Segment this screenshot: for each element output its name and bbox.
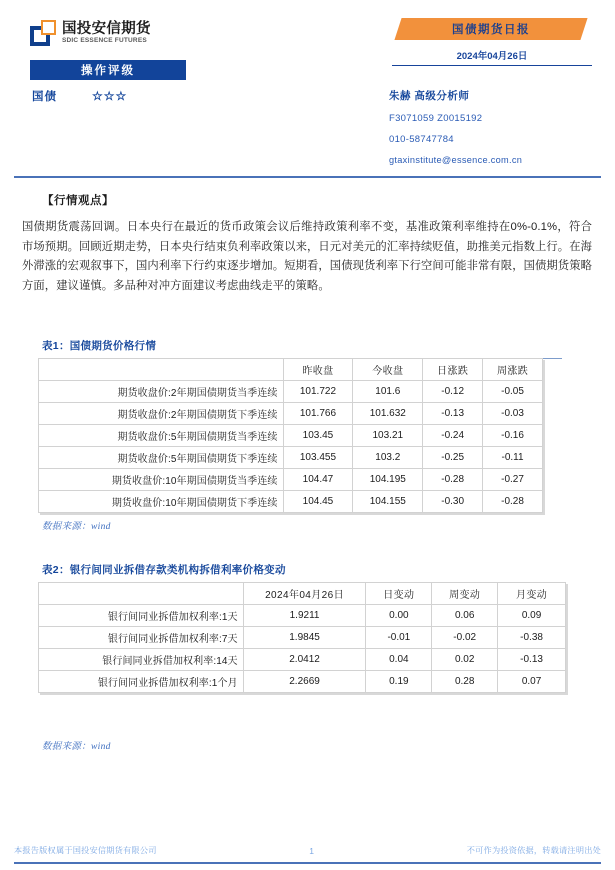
cell-value: -0.25 xyxy=(423,447,483,469)
cell-value: 0.19 xyxy=(366,671,432,693)
page-footer xyxy=(14,845,601,856)
cell-value: 103.21 xyxy=(353,425,423,447)
report-type-banner xyxy=(394,18,587,40)
cell-value: -0.13 xyxy=(423,403,483,425)
cell-value: 0.04 xyxy=(366,649,432,671)
table1-header-row xyxy=(39,359,543,381)
table-row xyxy=(39,671,566,693)
table2-header-row xyxy=(39,583,566,605)
table1-caption: 表1：国债期货价格行情 xyxy=(42,340,157,352)
rating-item-name: 国债 xyxy=(32,91,57,103)
logo-mark-icon xyxy=(30,20,56,46)
table-row xyxy=(39,491,543,513)
cell-value: 1.9211 xyxy=(243,605,366,627)
cell-value: 101.722 xyxy=(283,381,353,403)
logo-name-cn: 国投安信期货 xyxy=(62,21,151,37)
row-label: 期货收盘价:2年期国债期货下季连续 xyxy=(39,403,284,425)
row-label: 银行间同业拆借加权利率:1个月 xyxy=(39,671,244,693)
cell-value: -0.16 xyxy=(483,425,543,447)
cell-value: 103.455 xyxy=(283,447,353,469)
table1-col-1: 今收盘 xyxy=(353,359,423,381)
row-label: 期货收盘价:10年期国债期货当季连续 xyxy=(39,469,284,491)
footer-disclaimer: 不可作为投资依据，转载请注明出处 xyxy=(466,846,601,855)
cell-value: 2.0412 xyxy=(243,649,366,671)
cell-value: 104.45 xyxy=(283,491,353,513)
table-row xyxy=(39,469,543,491)
table1-col-0: 昨收盘 xyxy=(283,359,353,381)
table2-col-1: 日变动 xyxy=(366,583,432,605)
table2-corner-cell xyxy=(39,583,244,605)
logo-orange-square-icon xyxy=(41,20,56,35)
table-row xyxy=(39,627,566,649)
row-label: 银行间同业拆借加权利率:14天 xyxy=(39,649,244,671)
company-logo xyxy=(30,20,151,46)
table-row xyxy=(39,381,543,403)
table2-col-0: 2024年04月26日 xyxy=(243,583,366,605)
cell-value: -0.11 xyxy=(483,447,543,469)
footer-copyright: 本报告版权属于国投安信期货有限公司 xyxy=(14,846,157,855)
report-header xyxy=(0,0,615,175)
cell-value: 104.47 xyxy=(283,469,353,491)
footer-page-number: 1 xyxy=(309,845,315,856)
analyst-phone: 010-58747784 xyxy=(389,134,454,145)
cell-value: 1.9845 xyxy=(243,627,366,649)
table-row xyxy=(39,605,566,627)
cell-value: -0.27 xyxy=(483,469,543,491)
cell-value: 0.07 xyxy=(498,671,566,693)
row-label: 期货收盘价:5年期国债期货下季连续 xyxy=(39,447,284,469)
cell-value: 0.02 xyxy=(432,649,498,671)
cell-value: 0.00 xyxy=(366,605,432,627)
cell-value: -0.38 xyxy=(498,627,566,649)
cell-value: -0.28 xyxy=(423,469,483,491)
rating-box-header: 操作评级 xyxy=(30,60,186,80)
report-type-title: 国债期货日报 xyxy=(452,24,530,36)
table2-block xyxy=(42,562,562,583)
footer-divider xyxy=(14,862,601,864)
cell-value: -0.24 xyxy=(423,425,483,447)
cell-value: 0.09 xyxy=(498,605,566,627)
cell-value: 103.45 xyxy=(283,425,353,447)
cell-value: 104.195 xyxy=(353,469,423,491)
table-row xyxy=(39,447,543,469)
table2-body xyxy=(39,605,566,693)
cell-value: 104.155 xyxy=(353,491,423,513)
cell-value: 2.2669 xyxy=(243,671,366,693)
futures-price-table xyxy=(38,358,543,513)
table1-body xyxy=(39,381,543,513)
analyst-license: F3071059 Z0015192 xyxy=(389,113,483,124)
analyst-name: 朱赫 高级分析师 xyxy=(389,90,470,102)
table-row xyxy=(39,649,566,671)
table1-source-note: 数据来源：wind xyxy=(42,522,111,532)
table2-col-2: 周变动 xyxy=(432,583,498,605)
table1-col-2: 日涨跌 xyxy=(423,359,483,381)
row-label: 银行间同业拆借加权利率:1天 xyxy=(39,605,244,627)
table2-caption: 表2：银行间同业拆借存款类机构拆借利率价格变动 xyxy=(42,564,286,576)
row-label: 期货收盘价:2年期国债期货当季连续 xyxy=(39,381,284,403)
analyst-email[interactable]: gtaxinstitute@essence.com.cn xyxy=(389,155,523,165)
table-row xyxy=(39,425,543,447)
cell-value: -0.01 xyxy=(366,627,432,649)
analyst-contact-block xyxy=(389,88,522,175)
table1-corner-cell xyxy=(39,359,284,381)
table-row xyxy=(39,403,543,425)
cell-value: 0.28 xyxy=(432,671,498,693)
cell-value: 101.766 xyxy=(283,403,353,425)
cell-value: 101.6 xyxy=(353,381,423,403)
interbank-rate-table xyxy=(38,582,566,693)
table1-block xyxy=(42,338,562,359)
cell-value: 0.06 xyxy=(432,605,498,627)
market-view-paragraph: 国债期货震荡回调。日本央行在最近的货币政策会议后维持政策利率不变，基准政策利率维持在0%-0.1%，符合市场预期。回顾近期走势，日本央行结束负利率政策以来，日元对美元的汇率持续贬值，助推美元指数上行。在海外滞涨的宏观叙事下，国内利率下行约束逐步增加。短期看，国债现货利率下行空间可能非常有限，国债期货策略方面，建议谨慎。多品种对冲方面建议考虑曲线走平的策略。 xyxy=(22,221,592,292)
rating-row xyxy=(32,88,127,104)
cell-value: -0.28 xyxy=(483,491,543,513)
table2-source-note: 数据来源：wind xyxy=(42,742,111,752)
cell-value: -0.02 xyxy=(432,627,498,649)
table2-col-3: 月变动 xyxy=(498,583,566,605)
section-title-market-view: 【行情观点】 xyxy=(42,195,114,207)
row-label: 期货收盘价:5年期国债期货当季连续 xyxy=(39,425,284,447)
logo-text xyxy=(62,22,151,44)
cell-value: -0.03 xyxy=(483,403,543,425)
cell-value: 101.632 xyxy=(353,403,423,425)
cell-value: -0.30 xyxy=(423,491,483,513)
logo-name-en: SDIC ESSENCE FUTURES xyxy=(62,36,147,44)
cell-value: 103.2 xyxy=(353,447,423,469)
cell-value: -0.12 xyxy=(423,381,483,403)
report-date: 2024年04月26日 xyxy=(392,48,592,66)
header-divider xyxy=(14,176,601,178)
row-label: 期货收盘价:10年期国债期货下季连续 xyxy=(39,491,284,513)
table1-col-3: 周涨跌 xyxy=(483,359,543,381)
cell-value: -0.13 xyxy=(498,649,566,671)
rating-stars-icon: ☆☆☆ xyxy=(92,89,128,103)
cell-value: -0.05 xyxy=(483,381,543,403)
row-label: 银行间同业拆借加权利率:7天 xyxy=(39,627,244,649)
